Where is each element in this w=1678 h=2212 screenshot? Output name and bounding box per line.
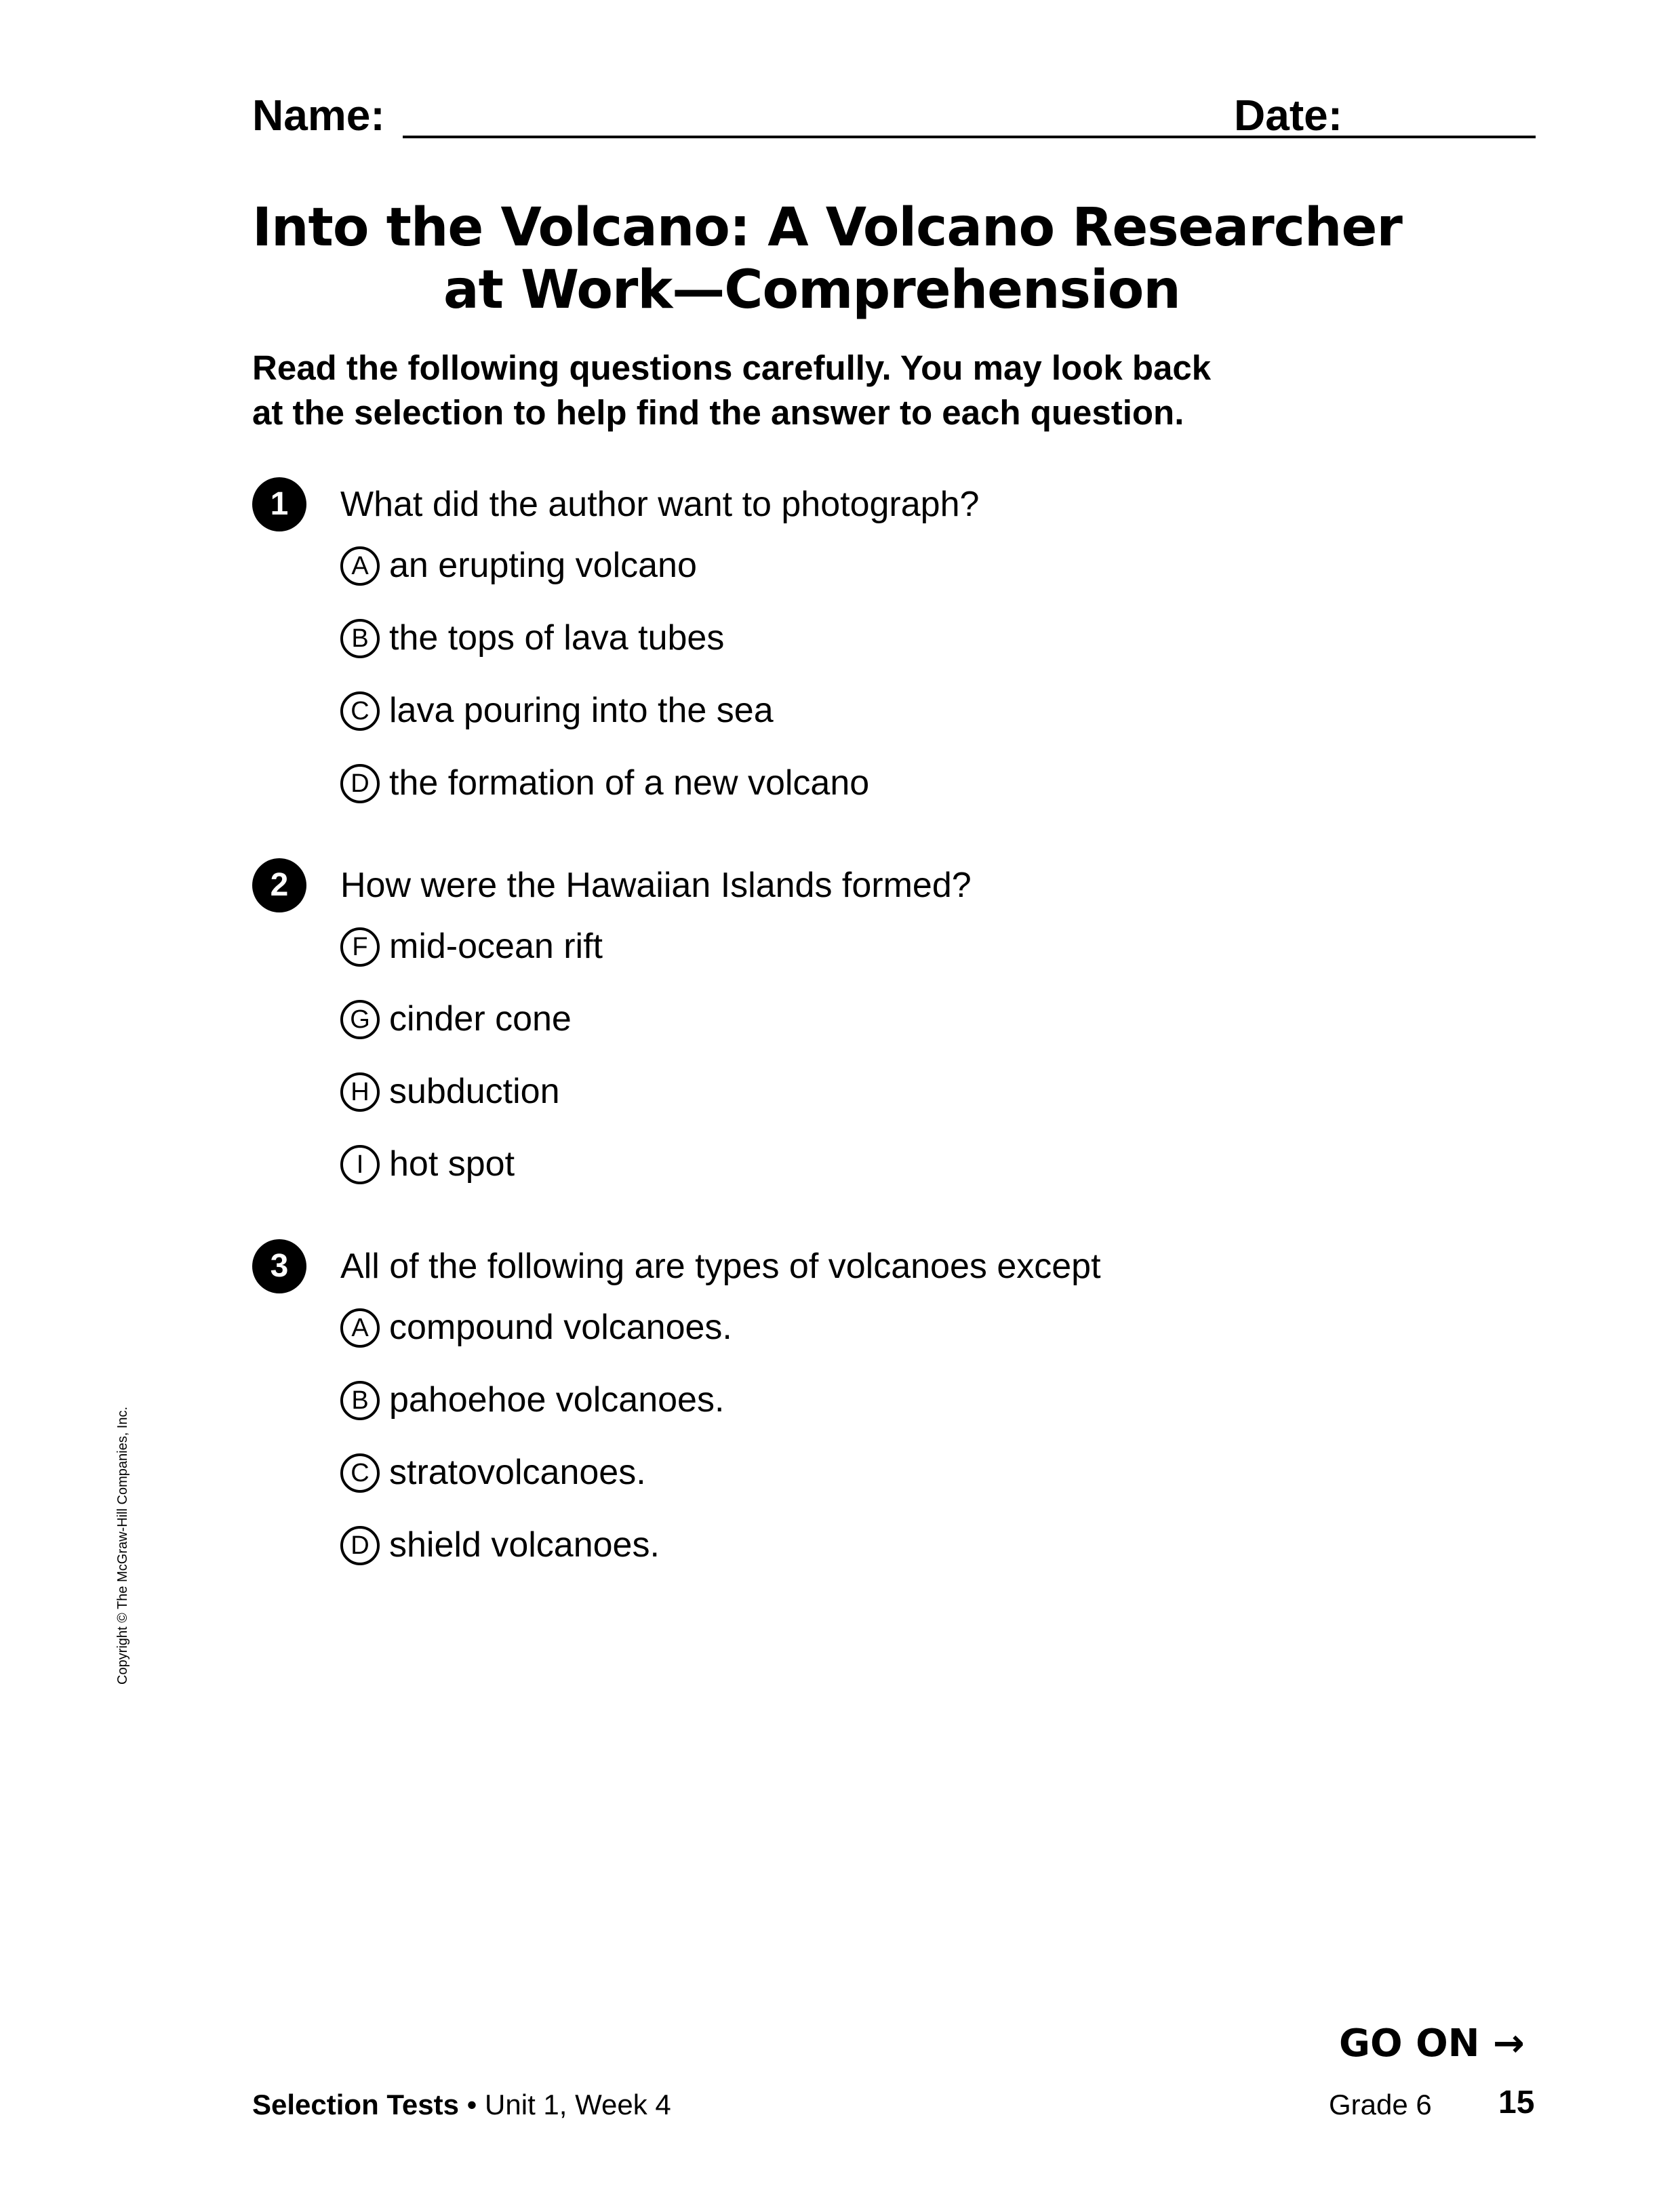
instructions-line-1: Read the following questions carefully. You may look back — [252, 348, 1212, 387]
answer-bubble[interactable]: B — [340, 619, 380, 658]
question-text: What did the author want to photograph? — [340, 485, 980, 524]
answer-text: stratovolcanoes. — [389, 1453, 646, 1492]
question-number-badge: 2 — [252, 858, 306, 912]
answer-bubble[interactable]: G — [340, 1000, 380, 1039]
question-text: All of the following are types of volcanoes except — [340, 1247, 1101, 1286]
answer-bubble[interactable]: F — [340, 927, 380, 967]
answer-bubble[interactable]: D — [340, 1526, 380, 1565]
answer-bubble[interactable]: A — [340, 546, 380, 586]
answer-text: hot spot — [389, 1144, 515, 1184]
answer-bubble[interactable]: A — [340, 1308, 380, 1348]
answer-text: mid-ocean rift — [389, 927, 603, 966]
header-row — [252, 88, 1537, 142]
instructions — [252, 346, 1405, 435]
date-label: Date: — [1234, 91, 1343, 140]
name-label: Name: — [252, 91, 385, 140]
answer-text: the tops of lava tubes — [389, 618, 725, 658]
answer-text: lava pouring into the sea — [389, 691, 774, 730]
footer-separator: • — [459, 2089, 485, 2120]
question-text: How were the Hawaiian Islands formed? — [340, 866, 972, 905]
footer-grade: Grade 6 — [1329, 2089, 1432, 2120]
question-number-badge: 3 — [252, 1239, 306, 1293]
page-title — [252, 197, 1405, 321]
answer-text: cinder cone — [389, 999, 572, 1039]
footer-unit: Unit 1, Week 4 — [485, 2089, 671, 2120]
footer-series — [252, 2085, 671, 2125]
page-number: 15 — [1498, 2085, 1535, 2120]
title-line-1: Into the Volcano: A Volcano Researcher — [252, 197, 1402, 258]
title-line-2: at Work—Comprehension — [443, 260, 1180, 321]
question-number-badge: 1 — [252, 477, 306, 531]
date-field-line[interactable] — [1361, 136, 1536, 138]
footer-series-title: Selection Tests — [252, 2089, 459, 2120]
instructions-line-2: at the selection to help find the answer to each question. — [252, 393, 1184, 432]
answer-bubble[interactable]: B — [340, 1381, 380, 1420]
answer-bubble[interactable]: C — [340, 691, 380, 731]
answer-text: compound volcanoes. — [389, 1308, 732, 1347]
answer-bubble[interactable]: H — [340, 1072, 380, 1112]
go-on-indicator: GO ON → — [1339, 2022, 1525, 2066]
answer-bubble[interactable]: I — [340, 1145, 380, 1184]
answer-text: an erupting volcano — [389, 546, 697, 585]
answer-text: subduction — [389, 1072, 560, 1111]
answer-text: the formation of a new volcano — [389, 763, 870, 803]
answer-bubble[interactable]: D — [340, 764, 380, 803]
copyright-notice: Copyright © The McGraw-Hill Companies, Inc. — [115, 1406, 130, 1685]
answer-text: pahoehoe volcanoes. — [389, 1380, 725, 1420]
answer-bubble[interactable]: C — [340, 1453, 380, 1493]
answer-text: shield volcanoes. — [389, 1525, 660, 1565]
